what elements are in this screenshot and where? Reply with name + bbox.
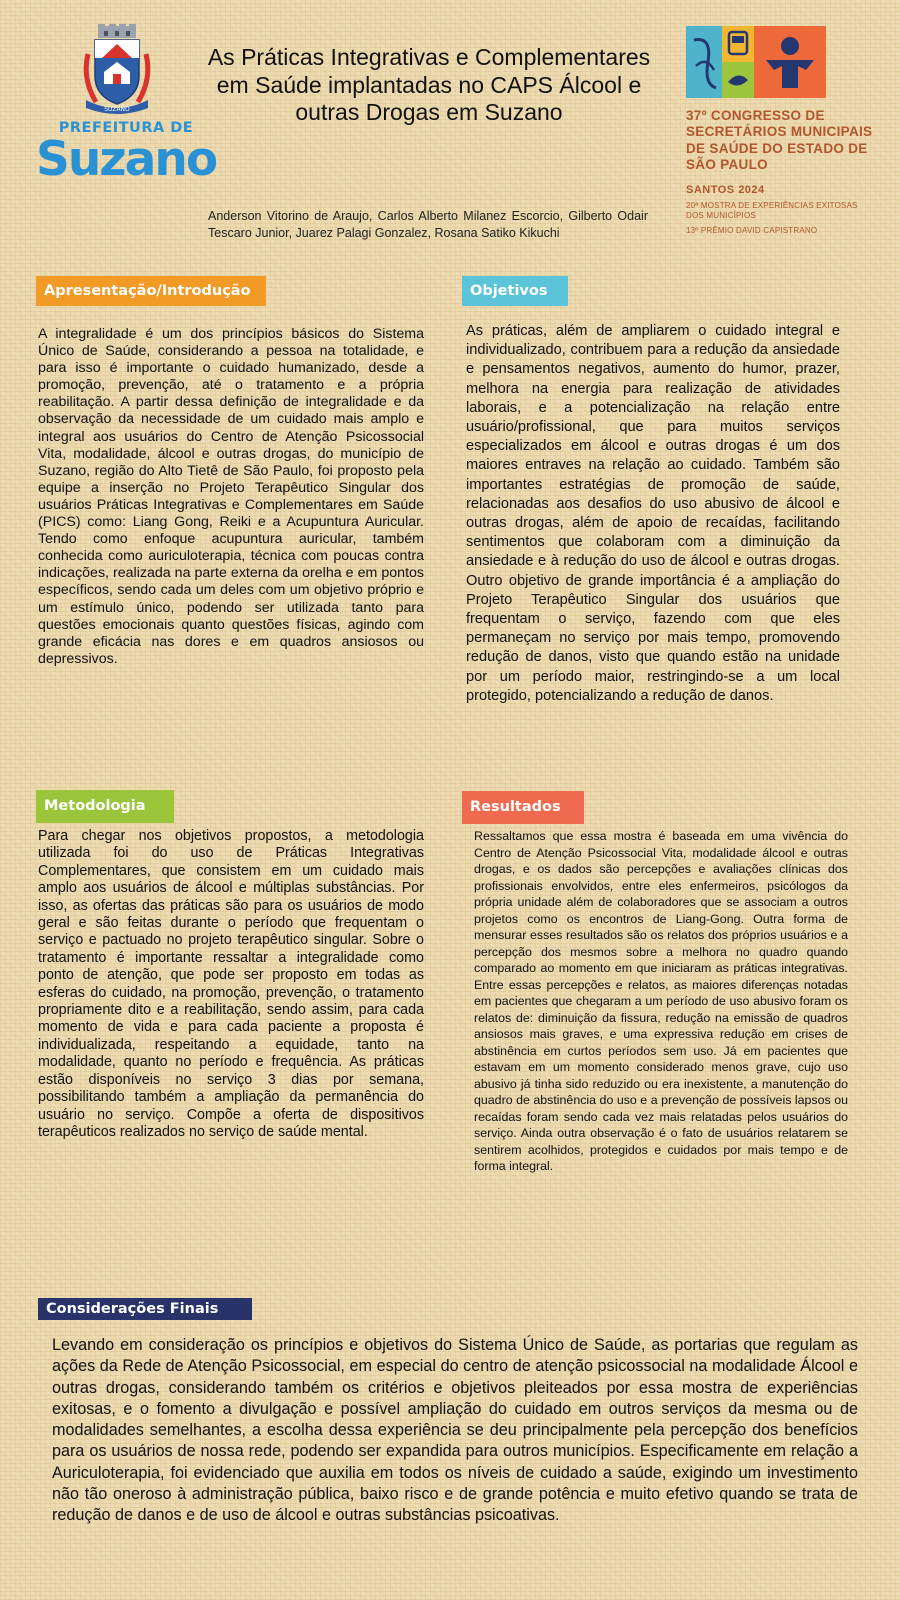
congress-location-year: SANTOS 2024 <box>686 184 765 196</box>
section-heading-final-considerations: Considerações Finais <box>38 1298 252 1320</box>
section-text-introduction: A integralidade é um dos princípios básicos do Sistema Único de Saúde, considerando a pessoa na totalidade, e para isso é importante o cuidado humanizado, desde a promoção, prevenção, até o tratamento e a própria reabilitação. A partir dessa definição de integralidade e da observação da necessidade de um cuidado mais amplo e integral aos usuários do Centro de Atenção Psicossocial Vita, modalidade, álcool e outras drogas, do município de Suzano, região do Alto Tietê de São Paulo, foi proposto pela equipe a inserção no Projeto Terapêutico Singular dos usuários Práticas Integrativas e Complementares em Saúde (PICS) como: Liang Gong, Reiki e a Acupuntura Auricular. Tendo como enfoque acupuntura auricular, também conhecida como auriculoterapia, técnica com poucas contra indicações, realizada na parte externa da orelha e em pontos específicos, sendo cada um deles com um objetivo próprio e um estímulo único, podendo ser utilizada tanto para questões emocionais quanto questões físicas, agindo com grande eficácia nas dores e em quadros ansiosos ou depressivos. <box>38 326 424 667</box>
congress-logo <box>686 26 876 241</box>
section-heading-results: Resultados <box>462 791 584 824</box>
section-text-results: Ressaltamos que essa mostra é baseada em uma vivência do Centro de Atenção Psicossocial Vita, modalidade álcool e outras drogas, e os dados são percepções e avaliações clínicas dos profissionais envolvidos, entre eles enfermeiros, psicólogos da própria unidade além de colaboradores que se associam a outros projetos como os encontros de Liang-Gong. Outra forma de mensurar esses resultados são os relatos dos próprios usuários e a percepção dos mesmos sobre a melhora no quadro quando comparado ao momento em que iniciaram as práticas integrativas. Entre essas percepções e relatos, as maiores diferenças notadas em pacientes que chegaram a um período de uso abusivo foram os relatos de: diminuição da fissura, redução na emissão de quadros ansiosos mais graves, e uma expressiva redução em crises de abstinência em curtos períodos sem uso. Já em pacientes que estavam em um momento considerado menos grave, cujo uso abusivo já tinha sido reduzido ou era inexistente, a manutenção do quadro de abstinência do uso e a prevenção de possíveis lapsos ou recaídas foram sendo cada vez mais relatadas pelos usuários do serviço. Ainda outra observação é o fato de usuários relatarem se sentirem acolhidos, protegidos e cuidados por mais tempo e de forma integral. <box>474 829 848 1173</box>
section-heading-methodology: Metodologia <box>36 790 174 823</box>
poster-title: As Práticas Integrativas e Complementares em Saúde implantadas no CAPS Álcool e outras Drogas em Suzano <box>207 44 651 126</box>
city-name-label: Suzano <box>36 132 217 187</box>
congress-name: 37º CONGRESSO DE SECRETÁRIOS MUNICIPAIS DE SAÚDE DO ESTADO DE SÃO PAULO <box>686 108 873 173</box>
congress-exhibition: 20ª MOSTRA DE EXPERIÊNCIAS EXITOSAS DOS MUNICÍPIOS <box>686 201 858 220</box>
congress-award: 13º PRÊMIO DAVID CAPISTRANO <box>686 226 818 235</box>
prefeitura-label: PREFEITURA DE <box>58 120 194 136</box>
section-text-methodology: Para chegar nos objetivos propostos, a metodologia utilizada foi do uso de Práticas Integrativas Complementares, que consistem em um cuidado mais amplo aos usuários de álcool e múltiplas substâncias. Por isso, as ofertas das práticas são para os usuários de modo geral e são feitas durante o período que frequentam o serviço e pactuado no projeto terapêutico singular. Sobre o tratamento é importante ressaltar a integralidade como ponto de atenção, que pode ser proposto em todas as esferas do cuidado, na promoção, prevenção, o tratamento propriamente dito e a reabilitação, sendo assim, para cada momento de vida e para cada paciente a proposta é individualizada, respeitando a equidade, tanto na modalidade, quanto no período e frequência. As práticas estão disponíveis no serviço 3 dias por semana, possibilitando também a ampliação da permanência do usuário no serviço. Compõe a oferta de dispositivos terapêuticos realizados no serviço de saúde mental. <box>38 828 424 1140</box>
authors-list: Anderson Vitorino de Araujo, Carlos Alberto Milanez Escorcio, Gilberto Odair Tescaro Junior, Juarez Palagi Gonzalez, Rosana Satiko Kikuchi <box>208 209 648 240</box>
prefeitura-suzano-logo <box>36 24 217 196</box>
section-text-objectives: As práticas, além de ampliarem o cuidado integral e individualizado, contribuem para a redução da ansiedade e pensamentos negativos, aumento do humor, prazer, melhora na energia para realização de atividades laborais, e a potencialização na relação entre usuário/profissional, que para muitos serviços especializados em álcool e outras drogas é um dos maiores entraves na relação ao cuidado. Também são importantes estratégias de promoção de saúde, relacionadas aos desafios do uso abusivo de álcool e outras drogas, além de apoio de recaídas, facilitando sentimentos que colaboram com a diminuição da ansiedade e à redução do uso de álcool e outras drogas. Outro objetivo de grande importância é a ampliação do Projeto Terapêutico Singular dos usuários que frequentam o serviço, fazendo com que eles permaneçam no serviço por mais tempo, promovendo redução de danos, visto que quando estão na unidade por um período maior, restringindo-se a um local protegido, potencializando a redução de danos. <box>466 323 840 704</box>
section-heading-introduction: Apresentação/Introdução <box>36 276 266 306</box>
congress-emblem-icon <box>686 26 826 98</box>
svg-text:SUZANO: SUZANO <box>104 106 130 113</box>
section-text-final-considerations: Levando em consideração os princípios e objetivos do Sistema Único de Saúde, as portarias que regulam as ações da Rede de Atenção Psicossocial, em especial do centro de atenção psicossocial na modalidade Álcool e outras drogas, considerando também os critérios e objetivos pleiteados por essa mostra de experiências exitosas, e o fomento a divulgação e possível ampliação do cuidado em outros serviços da mesma ou de modalidades semelhantes, a escolha dessa experiência se deu principalmente pela percepção dos benefícios para os usuários de nossa rede, podendo ser expandida para outros municípios. Especificamente em relação a Auriculoterapia, foi evidenciado que auxilia em todos os níveis de cuidado a saúde, exigindo um investimento não tão oneroso à administração pública, baixo risco e de grande potência e muito efetivo quando se trata de redução de danos e de uso de álcool e outras substâncias psicoativas. <box>52 1336 858 1525</box>
city-crest-icon <box>82 24 152 116</box>
section-heading-objectives: Objetivos <box>462 276 568 306</box>
